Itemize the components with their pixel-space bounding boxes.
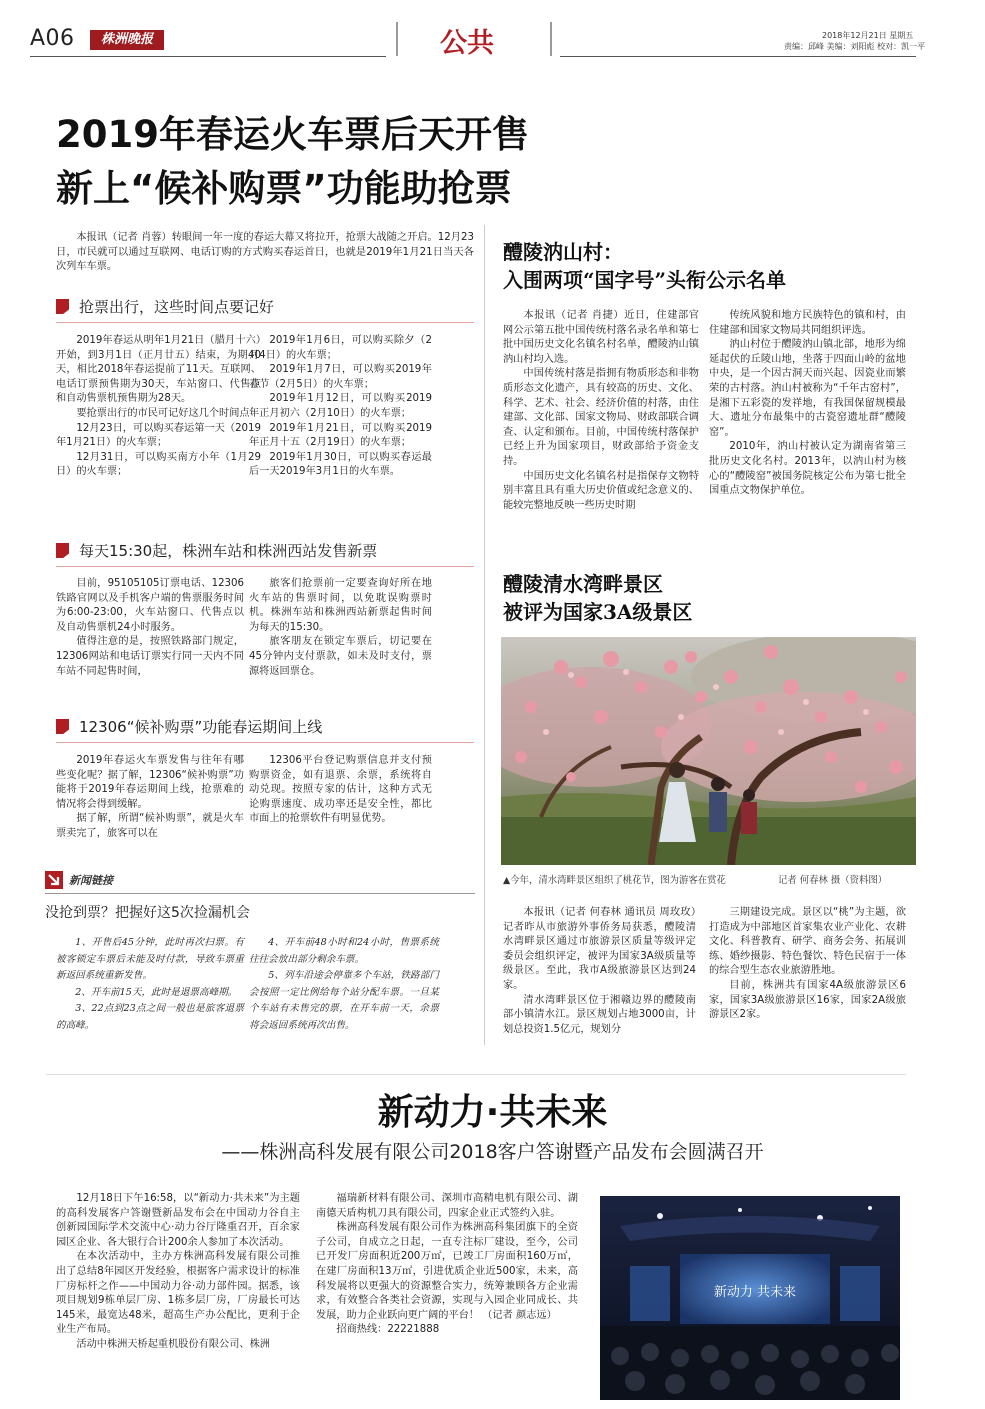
story3-column-1: 本报讯（记者 何春林 通讯员 周玫玫）记者昨从市旅游外事侨务局获悉，醴陵清水湾畔景区通过市旅游景区质量等级评定委员会组织评定，被评为国家3A级质量等级景区。至此，我市A级旅游景区达到24家。 清水湾畔景区位于湘赣边界的醴陵南部小镇清水江。景区规划占地3000亩，计划总投资1.5亿元，规划分 — [503, 907, 696, 1035]
section-label: 公共 — [440, 28, 494, 59]
section-title: 12306“候补购票”功能春运期间上线 — [79, 718, 323, 736]
bottom-section-rule — [46, 1074, 906, 1075]
event-stage-photo — [600, 1196, 900, 1400]
section-rule — [56, 322, 474, 323]
advertorial-headline: 新动力·共未来 — [377, 1092, 608, 1133]
lead-headline-line2: 新上“候补购票”功能助抢票 — [56, 167, 512, 210]
section-marker — [56, 719, 69, 734]
story3-column-2: 三期建设完成。景区以“桃”为主题，欲打造成为中部地区首家集农业产业化、农耕文化、科普教育、研学、商务会务、拓展训练、婚纱摄影、特色餐饮、特色民宿于一体的综合型生态农业旅游胜地。 目前，株洲共有国家4A级旅游景区6家，国家3A级旅游景区16家，国家2A级旅游景区2家。 — [709, 907, 906, 1021]
advertorial-subheadline: ——株洲高科发展有限公司2018客户答谢暨产品发布会圆满召开 — [221, 1141, 764, 1163]
news-link-title: 没抢到票？把握好这5次捡漏机会 — [45, 905, 250, 921]
section-heading-1 — [56, 296, 274, 317]
sec2-column-left: 目前，95105105订票电话、12306铁路官网以及手机客户端的售票服务时间为6:00-23:00，火车站窗口、代售点以及自动售票机24小时服务。 值得注意的是，按照铁路部门规定，12306网站和电话订票实行同一天内不同车站不同起售时间， — [56, 578, 244, 677]
advertorial-column-1: 12月18日下午16:58，以“新动力·共未来”为主题的高科发展客户答谢暨新品发布会在中国动力谷自主创新园国际学术交流中心·动力谷厅隆重召开，百余家园区企业、各大银行合计200余人参加了本次活动。 在本次活动中，主办方株洲高科发展有限公司推出了总结8年园区开发经验，根据客户需求设计的标准厂房标杆之作——中国动力谷·动力部件园。据悉，该项目规划9栋单层厂房、1栋多层厂房，厂房最长可达145米，最宽达48米，超高生产办公配比，更利于企业生产布局。 活动中株洲天桥起重机股份有限公司、株洲 — [56, 1193, 300, 1350]
story2-headline-line2: 入围两项“国字号”头衔公示名单 — [503, 268, 787, 292]
section-marker — [56, 543, 69, 558]
section-rule — [56, 742, 474, 743]
photo-credit: 记者 何春林 摄（资料图） — [778, 875, 888, 886]
news-link-rule — [45, 893, 475, 894]
header-divider-right — [550, 22, 552, 56]
lead-headline-line1: 2019年春运火车票后天开售 — [56, 113, 529, 156]
header-rule — [30, 56, 386, 57]
column-separator — [484, 225, 485, 1045]
header-divider-left — [396, 22, 398, 56]
section-marker — [56, 299, 69, 314]
photo-caption: ▲今年，清水湾畔景区组织了桃花节，图为游客在赏花 — [503, 875, 726, 886]
news-link-arrow-icon — [45, 871, 63, 889]
masthead-logo: 株洲晚报 — [90, 30, 164, 50]
editor-credits: 责编：邱峰 美编：刘阳彪 校对：凯一平 — [784, 42, 926, 51]
news-link-column-left: 1、开售后45分钟，此时再次扫票。有被客锁定车票后未能及时付款，导致车票重新返回系统重新发售。 2、开车前15天，此时是退票高峰期。 3、22点到23点之间一般也是旅客退票的高峰。 — [56, 937, 244, 1031]
section-heading-3 — [56, 716, 322, 737]
story2-column-1: 本报讯（记者 肖捷）近日，住建部官网公示第五批中国传统村落名录名单和第七批中国历史文化名镇名村名单，醴陵汭山镇汭山村均入选。 中国传统村落是指拥有物质形态和非物质形态文化遗产，具有较高的历史、文化、科学、艺术、社会、经济价值的村落，由住建部、文化部、国家文物局、财政部联合调查、认定和颁布。目前，中国传统村落保护已经上升为国家项目，财政部给予资金支持。 中国历史文化名镇名村是指保存文物特别丰富且具有重大历史价值或纪念意义的、能较完整地反映一些历史时期 — [503, 310, 699, 511]
sec1-column-left: 2019年春运从明年1月21日（腊月十六）开始，到3月1日（正月廿五）结束，为期40天，相比2018年春运提前了11天。互联网、电话订票预售期为30天，车站窗口、代售点和自动售票机预售期为28天。 要抢票出行的市民可记好这几个时间点： 12月23日，可以购买春运第一天（2019年1月21日）的火车票； 12月31日，可以购买南方小年（1月29日）的火车票； — [56, 335, 261, 478]
stage-screen-text: 新动力 共未来 — [713, 1285, 797, 1300]
event-stage-illustration — [600, 1196, 900, 1400]
news-link-header — [45, 871, 113, 889]
sec1-column-right: 2019年1月6日，可以购买除夕（2月4日）的火车票； 2019年1月7日，可以购买2019年春节（2月5日）的火车票； 2019年1月12日，可以购买2019年正月初六（2月10日）的火车票； 2019年1月21日，可以购买2019年正月十五（2月19日）的火车票； 2019年1月30日，可以购买春运最后一天2019年3月1日的火车票。 — [249, 335, 432, 478]
sec2-column-right: 旅客们抢票前一定要查询好所在地火车站的售票时间，以免耽误购票时机。株洲车站和株洲西站新票起售时间为每天的15:30。 旅客朋友在锁定车票后，切记要在45分钟内支付票款，如未及时支付，票源将返回票仓。 — [249, 578, 432, 677]
peach-blossom-illustration — [501, 637, 916, 865]
page-number: A06 — [30, 26, 75, 51]
sec3-column-right: 12306平台登记购票信息并支付预购票资金，如有退票、余票，系统将自动兑现。按照专家的估计，这种方式无论购票速度、成功率还是安全性，都比市面上的抢票软件有明显优势。 — [249, 755, 432, 825]
peach-blossom-photo — [501, 637, 916, 865]
story3-headline-line2: 被评为国家3A级景区 — [503, 600, 693, 624]
issue-date: 2018年12月21日 星期五 — [822, 31, 914, 40]
section-title: 抢票出行，这些时间点要记好 — [79, 298, 275, 316]
news-link-column-right: 4、开车前48小时和24小时，售票系统往往会放出部分剩余车票。 5、列车沿途会停靠多个车站，铁路部门会按照一定比例给每个站分配车票。一旦某个车站有未售完的票，在开车前一天，余票将会返回系统再次出售。 — [249, 937, 439, 1031]
header-rule-right — [560, 56, 916, 57]
lead-intro: 本报讯（记者 肖蓉）转眼间一年一度的春运大幕又将拉开，抢票大战随之开启。12月23日，市民就可以通过互联网、电话订购的方式购买春运首日，也就是2019年1月21日当天各次列车车票。 — [56, 232, 474, 273]
section-rule — [56, 566, 474, 567]
story2-headline-line1: 醴陵汭山村： — [503, 240, 623, 264]
sec3-column-left: 2019年春运火车票发售与往年有哪些变化呢？据了解，12306“候补购票”功能将于2019年春运期间上线，抢票难的情况将会得到缓解。 据了解，所谓“候补购票”，就是火车票卖完了，旅客可以在 — [56, 755, 244, 839]
story3-headline-line1: 醴陵清水湾畔景区 — [503, 572, 663, 596]
section-title: 每天15:30起，株洲车站和株洲西站发售新票 — [79, 542, 378, 560]
news-link-label: 新闻链接 — [69, 874, 113, 887]
story2-column-2: 传统风貌和地方民族特色的镇和村，由住建部和国家文物局共同组织评选。 汭山村位于醴陵汭山镇北部，地形为绵延起伏的丘陵山地，坐落于四面山岭的盆地中央，是一个因古洞天而兴起、因瓷业而繁荣的古村落。汭山村被称为“千年古窑村”，是湘下五彩瓷的发祥地，有我国保留规模最大、遗址分布最集中的古瓷窑遗址群“醴陵窑”。 2010年，汭山村被认定为湖南省第三批历史文化名村。2013年，以汭山村为核心的“醴陵窑”被国务院核定公布为第七批全国重点文物保护单位。 — [709, 310, 906, 497]
advertorial-column-2: 福瑞新材料有限公司、深圳市高精电机有限公司、湖南德天盾构机刀具有限公司，四家企业正式签约入驻。 株洲高科发展有限公司作为株洲高科集团旗下的全资子公司，自成立之日起，一直专注标厂建设，至今，公司已开发厂房面积近200万㎡，已竣工厂房面积160万㎡，在建厂房面积13万㎡，引进优质企业近500家，未来，高科发展将以更强大的资源整合实力，统筹兼顾各方企业需求，有效整合各类社会资源，实现与入园企业同成长、共发展，助力企业跃向更广阔的平台！ （记者 颜志远） 招商热线：22221888 — [316, 1193, 578, 1336]
section-heading-2 — [56, 540, 377, 561]
